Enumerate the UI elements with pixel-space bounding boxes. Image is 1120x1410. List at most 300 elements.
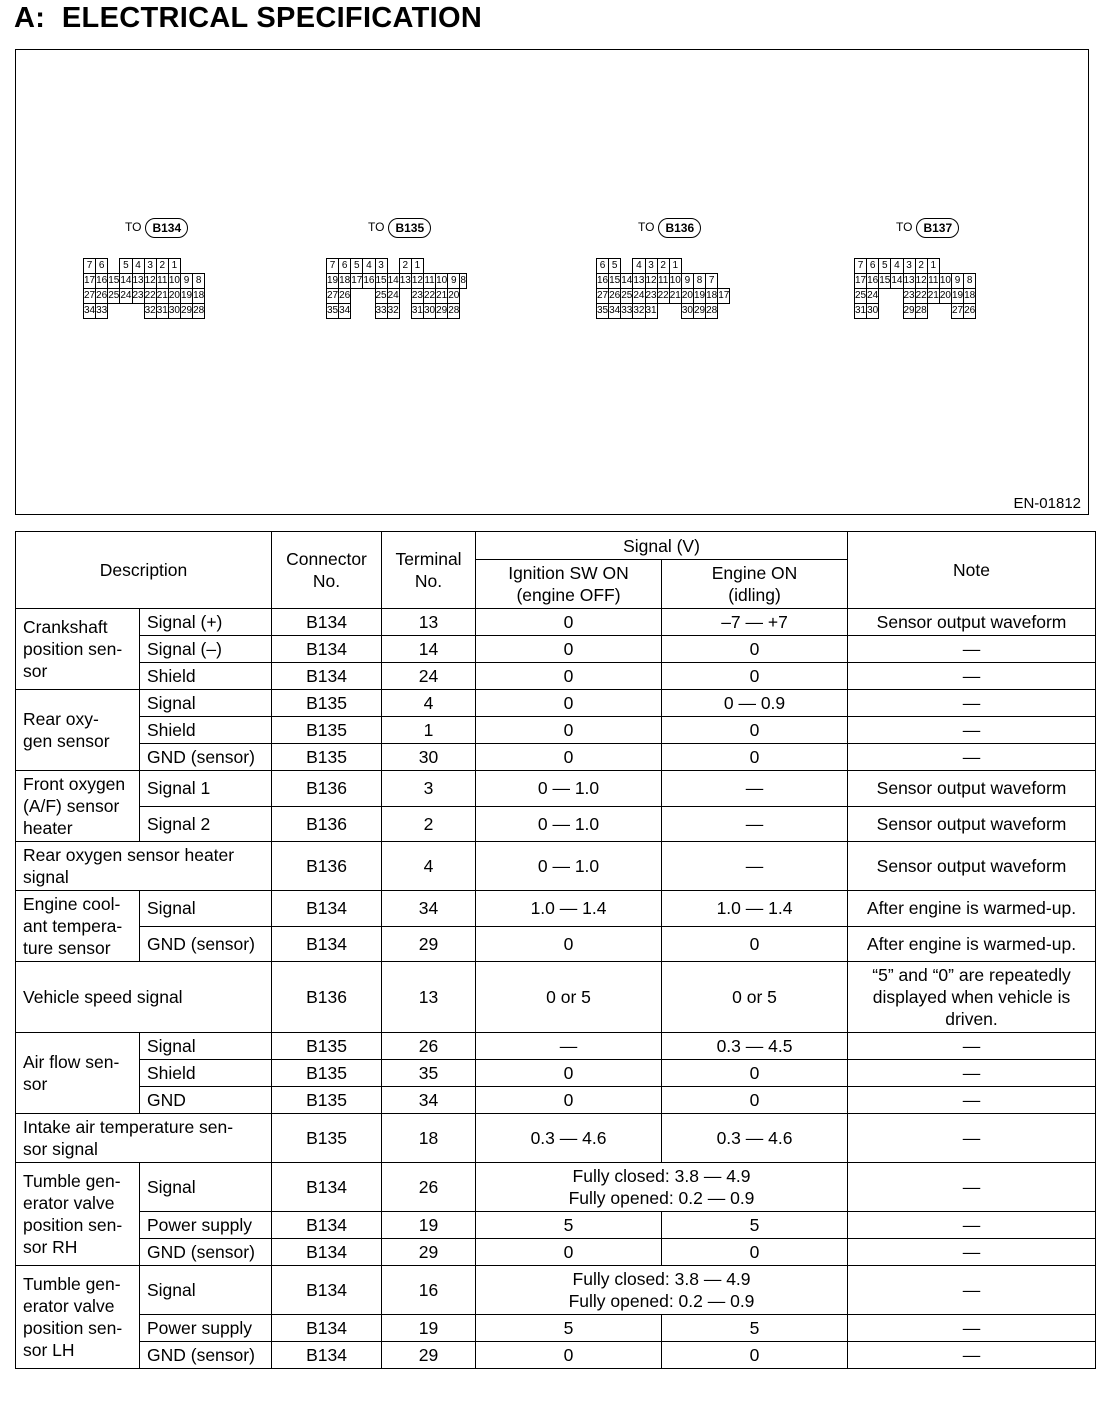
to-prefix: TO <box>368 220 385 235</box>
connector-no: B134 <box>272 663 382 690</box>
pin-cell: 10 <box>939 274 951 289</box>
pin-cell: 34 <box>339 304 351 319</box>
pin-cell: 19 <box>181 289 193 304</box>
pin-cell: 7 <box>84 259 96 274</box>
terminal-no: 3 <box>382 771 476 807</box>
pin-cell: 9 <box>448 274 460 289</box>
pin-cell: 14 <box>621 274 633 289</box>
connector-no: B134 <box>272 1266 382 1315</box>
signal-type: Signal <box>140 1266 272 1315</box>
connector-label <box>125 218 188 238</box>
pin-cell: 17 <box>718 289 730 304</box>
connector-no: B134 <box>272 1163 382 1212</box>
pin-cell: 30 <box>867 304 879 319</box>
pin-cell: 20 <box>939 289 951 304</box>
terminal-no: 26 <box>382 1033 476 1060</box>
terminal-no: 30 <box>382 744 476 771</box>
signal-ignition-on: 0 — 1.0 <box>476 842 662 891</box>
pin-cell: 35 <box>597 304 609 319</box>
signal-engine-on: 0 <box>662 1239 848 1266</box>
pin-gap <box>363 289 375 304</box>
pin-cell: 29 <box>181 304 193 319</box>
signal-engine-on: — <box>662 771 848 807</box>
pin-cell: 32 <box>633 304 645 319</box>
connector-no: B136 <box>272 842 382 891</box>
signal-engine-on: 0 <box>662 663 848 690</box>
connector-label <box>638 218 701 238</box>
table-row <box>16 1212 1096 1239</box>
signal-engine-on: 0 <box>662 1342 848 1369</box>
pin-cell: 21 <box>436 289 448 304</box>
pin-cell: 21 <box>927 289 939 304</box>
pin-cell: 10 <box>168 274 180 289</box>
connector-no: B134 <box>272 609 382 636</box>
note: Sensor output waveform <box>848 806 1096 842</box>
signal-engine-on: 0 <box>662 744 848 771</box>
pin-cell: 13 <box>633 274 645 289</box>
pin-cell: 15 <box>879 274 891 289</box>
pin-gap <box>669 304 681 319</box>
pin-cell: 29 <box>694 304 706 319</box>
pin-cell: 24 <box>387 289 399 304</box>
pin-cell: 27 <box>952 304 964 319</box>
pin-gap <box>891 304 903 319</box>
connector-pin-grid <box>83 258 205 319</box>
connector-no: B134 <box>272 1239 382 1266</box>
connector-pin-grid <box>596 258 730 319</box>
connector-no: B134 <box>272 1342 382 1369</box>
pin-cell: 4 <box>891 259 903 274</box>
table-row <box>16 1342 1096 1369</box>
signal-ignition-on: 0 <box>476 1060 662 1087</box>
pin-cell: 12 <box>645 274 657 289</box>
header-terminal: Terminal No. <box>382 532 476 609</box>
signal-ignition-on: 0 <box>476 744 662 771</box>
terminal-no: 1 <box>382 717 476 744</box>
pin-cell: 15 <box>609 274 621 289</box>
signal-type: Power supply <box>140 1212 272 1239</box>
terminal-no: 29 <box>382 926 476 962</box>
pin-cell: 28 <box>193 304 205 319</box>
pin-cell: 24 <box>633 289 645 304</box>
pin-cell: 24 <box>867 289 879 304</box>
pin-cell: 4 <box>132 259 144 274</box>
signal-ignition-on: 0 <box>476 1342 662 1369</box>
note: “5” and “0” are repeatedly displayed when vehicle is driven. <box>848 962 1096 1033</box>
table-row <box>16 1315 1096 1342</box>
pin-gap <box>132 304 144 319</box>
signal-engine-on: 0 — 0.9 <box>662 690 848 717</box>
pin-cell: 15 <box>375 274 387 289</box>
signal-engine-on: 5 <box>662 1212 848 1239</box>
pin-cell: 35 <box>327 304 339 319</box>
pin-cell: 17 <box>855 274 867 289</box>
connector-no: B135 <box>272 690 382 717</box>
table-row <box>16 842 1096 891</box>
connector-label <box>368 218 431 238</box>
signal-engine-on: — <box>662 806 848 842</box>
terminal-no: 35 <box>382 1060 476 1087</box>
header-engine: Engine ON (idling) <box>662 560 848 609</box>
note: — <box>848 1315 1096 1342</box>
pin-cell: 16 <box>597 274 609 289</box>
pin-cell: 4 <box>633 259 645 274</box>
terminal-no: 26 <box>382 1163 476 1212</box>
pin-cell: 14 <box>387 274 399 289</box>
pin-cell: 18 <box>964 289 976 304</box>
connector-no: B135 <box>272 1060 382 1087</box>
terminal-no: 24 <box>382 663 476 690</box>
signal-type: GND (sensor) <box>140 1239 272 1266</box>
pin-cell: 25 <box>375 289 387 304</box>
header-connector: Connector No. <box>272 532 382 609</box>
pin-cell: 32 <box>144 304 156 319</box>
pin-cell: 4 <box>363 259 375 274</box>
terminal-no: 2 <box>382 806 476 842</box>
pin-cell: 30 <box>681 304 693 319</box>
signal-ignition-on: 0 <box>476 636 662 663</box>
connector-no: B134 <box>272 636 382 663</box>
pin-cell: 2 <box>657 259 669 274</box>
connector-pin-grid <box>326 258 467 319</box>
pin-cell: 26 <box>609 289 621 304</box>
pin-cell: 31 <box>411 304 423 319</box>
pin-cell: 27 <box>597 289 609 304</box>
pin-cell: 31 <box>156 304 168 319</box>
pin-cell: 33 <box>96 304 108 319</box>
connector-figure <box>15 49 1089 515</box>
terminal-no: 4 <box>382 690 476 717</box>
signal-engine-on: 0.3 — 4.6 <box>662 1114 848 1163</box>
signal-type: Power supply <box>140 1315 272 1342</box>
pin-cell: 26 <box>339 289 351 304</box>
signal-ignition-on: 0 <box>476 663 662 690</box>
pin-cell: 16 <box>96 274 108 289</box>
signal-engine-on: 0 <box>662 1060 848 1087</box>
connector-no: B134 <box>272 891 382 927</box>
pin-cell: 10 <box>436 274 448 289</box>
note: — <box>848 1239 1096 1266</box>
pin-cell: 6 <box>597 259 609 274</box>
table-row <box>16 1239 1096 1266</box>
signal-ignition-on: 0 or 5 <box>476 962 662 1033</box>
pin-cell: 33 <box>621 304 633 319</box>
component-name: Tumble gen- erator valve position sen- sor LH <box>16 1266 140 1369</box>
signal-ignition-on: 0 <box>476 609 662 636</box>
pin-cell: 31 <box>645 304 657 319</box>
pin-cell: 11 <box>424 274 436 289</box>
pin-cell: 20 <box>168 289 180 304</box>
pin-cell: 17 <box>351 274 363 289</box>
signal-ignition-on: 0 — 1.0 <box>476 771 662 807</box>
pin-cell: 32 <box>387 304 399 319</box>
pin-cell: 30 <box>424 304 436 319</box>
pin-gap <box>108 304 120 319</box>
connector-no: B136 <box>272 962 382 1033</box>
table-row <box>16 717 1096 744</box>
pin-cell: 18 <box>339 274 351 289</box>
pin-cell: 8 <box>694 274 706 289</box>
pin-cell: 10 <box>669 274 681 289</box>
header-signal: Signal (V) <box>476 532 848 560</box>
component-name: Crankshaft position sen- sor <box>16 609 140 690</box>
signal-type: GND (sensor) <box>140 744 272 771</box>
connector-label <box>896 218 959 238</box>
signal-engine-on: 0 <box>662 926 848 962</box>
signal-type: Shield <box>140 717 272 744</box>
component-name: Engine cool- ant tempera- ture sensor <box>16 891 140 962</box>
connector-no: B134 <box>272 926 382 962</box>
table-row <box>16 926 1096 962</box>
connector-id-oval: B135 <box>388 218 431 238</box>
table-row <box>16 962 1096 1033</box>
table-row <box>16 1266 1096 1315</box>
pin-cell: 27 <box>327 289 339 304</box>
pin-cell: 7 <box>855 259 867 274</box>
pin-gap <box>108 259 120 274</box>
terminal-no: 34 <box>382 1087 476 1114</box>
pin-cell: 11 <box>657 274 669 289</box>
pin-cell: 19 <box>694 289 706 304</box>
signal-type: Signal 2 <box>140 806 272 842</box>
pin-cell: 3 <box>375 259 387 274</box>
pin-cell: 16 <box>867 274 879 289</box>
signal-engine-on: 0 <box>662 717 848 744</box>
table-row <box>16 663 1096 690</box>
pin-cell: 31 <box>855 304 867 319</box>
signal-type: GND (sensor) <box>140 926 272 962</box>
pin-cell: 8 <box>193 274 205 289</box>
signal-value-merged: Fully closed: 3.8 — 4.9 Fully opened: 0.2 — 0.9 <box>476 1163 848 1212</box>
pin-cell: 2 <box>915 259 927 274</box>
connector-pin-grid <box>854 258 976 319</box>
terminal-no: 14 <box>382 636 476 663</box>
pin-gap <box>891 289 903 304</box>
signal-engine-on: — <box>662 842 848 891</box>
pin-cell: 5 <box>609 259 621 274</box>
pin-cell: 23 <box>903 289 915 304</box>
note: — <box>848 1114 1096 1163</box>
terminal-no: 16 <box>382 1266 476 1315</box>
pin-cell: 18 <box>706 289 718 304</box>
pin-cell: 21 <box>669 289 681 304</box>
terminal-no: 19 <box>382 1212 476 1239</box>
pin-gap <box>927 304 939 319</box>
note: After engine is warmed-up. <box>848 891 1096 927</box>
connector-no: B135 <box>272 1114 382 1163</box>
terminal-no: 18 <box>382 1114 476 1163</box>
pin-cell: 14 <box>120 274 132 289</box>
component-name: Intake air temperature sen- sor signal <box>16 1114 272 1163</box>
note: — <box>848 690 1096 717</box>
pin-cell: 23 <box>645 289 657 304</box>
pin-cell: 22 <box>915 289 927 304</box>
signal-ignition-on: 0 <box>476 926 662 962</box>
signal-ignition-on: 5 <box>476 1212 662 1239</box>
connector-no: B135 <box>272 744 382 771</box>
pin-cell: 12 <box>915 274 927 289</box>
note: — <box>848 744 1096 771</box>
pin-cell: 34 <box>609 304 621 319</box>
table-row <box>16 636 1096 663</box>
pin-cell: 18 <box>193 289 205 304</box>
terminal-no: 4 <box>382 842 476 891</box>
pin-gap <box>657 304 669 319</box>
terminal-no: 13 <box>382 962 476 1033</box>
connector-no: B136 <box>272 771 382 807</box>
pin-cell: 1 <box>168 259 180 274</box>
pin-cell: 2 <box>399 259 411 274</box>
signal-ignition-on: 0 <box>476 1087 662 1114</box>
pin-cell: 28 <box>706 304 718 319</box>
table-row <box>16 891 1096 927</box>
component-name: Front oxygen (A/F) sensor heater <box>16 771 140 842</box>
terminal-no: 34 <box>382 891 476 927</box>
connector-id-oval: B136 <box>658 218 701 238</box>
to-prefix: TO <box>125 220 142 235</box>
component-name: Rear oxygen sensor heater signal <box>16 842 272 891</box>
table-row <box>16 690 1096 717</box>
pin-cell: 19 <box>327 274 339 289</box>
pin-cell: 25 <box>855 289 867 304</box>
signal-type: Signal <box>140 690 272 717</box>
pin-gap <box>120 304 132 319</box>
note: Sensor output waveform <box>848 842 1096 891</box>
table-row <box>16 1087 1096 1114</box>
pin-cell: 19 <box>952 289 964 304</box>
signal-ignition-on: 0 <box>476 1239 662 1266</box>
connector-no: B135 <box>272 1033 382 1060</box>
signal-engine-on: 0 or 5 <box>662 962 848 1033</box>
note: — <box>848 1266 1096 1315</box>
pin-cell: 22 <box>144 289 156 304</box>
signal-type: GND (sensor) <box>140 1342 272 1369</box>
signal-ignition-on: 0.3 — 4.6 <box>476 1114 662 1163</box>
signal-engine-on: –7 — +7 <box>662 609 848 636</box>
pin-cell: 1 <box>411 259 423 274</box>
signal-ignition-on: 0 <box>476 717 662 744</box>
pin-cell: 6 <box>867 259 879 274</box>
connector-no: B134 <box>272 1212 382 1239</box>
to-prefix: TO <box>896 220 913 235</box>
note: Sensor output waveform <box>848 771 1096 807</box>
table-row <box>16 1060 1096 1087</box>
signal-type: GND <box>140 1087 272 1114</box>
note: Sensor output waveform <box>848 609 1096 636</box>
signal-ignition-on: 5 <box>476 1315 662 1342</box>
pin-cell: 15 <box>108 274 120 289</box>
note: — <box>848 1163 1096 1212</box>
signal-type: Shield <box>140 1060 272 1087</box>
pin-cell: 28 <box>915 304 927 319</box>
table-row <box>16 609 1096 636</box>
table-row <box>16 806 1096 842</box>
pin-cell: 30 <box>168 304 180 319</box>
signal-type: Signal (+) <box>140 609 272 636</box>
signal-type: Signal <box>140 891 272 927</box>
pin-cell: 1 <box>669 259 681 274</box>
pin-cell: 22 <box>424 289 436 304</box>
note: After engine is warmed-up. <box>848 926 1096 962</box>
signal-engine-on: 0 <box>662 636 848 663</box>
table-row <box>16 771 1096 807</box>
pin-cell: 5 <box>351 259 363 274</box>
table-row <box>16 744 1096 771</box>
to-prefix: TO <box>638 220 655 235</box>
section-heading: A: ELECTRICAL SPECIFICATION <box>14 2 483 34</box>
connector-no: B136 <box>272 806 382 842</box>
note: — <box>848 717 1096 744</box>
header-description: Description <box>16 532 272 609</box>
pin-cell: 23 <box>132 289 144 304</box>
signal-type: Signal (–) <box>140 636 272 663</box>
pin-cell: 23 <box>411 289 423 304</box>
pin-cell: 20 <box>448 289 460 304</box>
note: — <box>848 1342 1096 1369</box>
pin-cell: 7 <box>327 259 339 274</box>
pin-cell: 14 <box>891 274 903 289</box>
pin-gap <box>621 259 633 274</box>
pin-cell: 24 <box>120 289 132 304</box>
signal-ignition-on: — <box>476 1033 662 1060</box>
table-row <box>16 1033 1096 1060</box>
pin-cell: 13 <box>399 274 411 289</box>
header-note: Note <box>848 532 1096 609</box>
pin-cell: 9 <box>952 274 964 289</box>
pin-cell: 7 <box>706 274 718 289</box>
signal-engine-on: 0.3 — 4.5 <box>662 1033 848 1060</box>
pin-cell: 2 <box>156 259 168 274</box>
connector-id-oval: B134 <box>145 218 188 238</box>
pin-cell: 8 <box>964 274 976 289</box>
note: — <box>848 1212 1096 1239</box>
pin-cell: 6 <box>96 259 108 274</box>
connector-no: B134 <box>272 1315 382 1342</box>
pin-gap <box>399 304 411 319</box>
terminal-no: 13 <box>382 609 476 636</box>
connector-no: B135 <box>272 1087 382 1114</box>
signal-ignition-on: 0 <box>476 690 662 717</box>
pin-cell: 3 <box>144 259 156 274</box>
signal-engine-on: 0 <box>662 1087 848 1114</box>
signal-type: Signal <box>140 1033 272 1060</box>
component-name: Vehicle speed signal <box>16 962 272 1033</box>
pin-cell: 33 <box>375 304 387 319</box>
pin-cell: 26 <box>964 304 976 319</box>
pin-cell: 34 <box>84 304 96 319</box>
pin-cell: 5 <box>879 259 891 274</box>
pin-cell: 6 <box>339 259 351 274</box>
pin-cell: 21 <box>156 289 168 304</box>
pin-gap <box>363 304 375 319</box>
pin-cell: 25 <box>621 289 633 304</box>
pin-cell: 8 <box>460 274 467 289</box>
pin-cell: 27 <box>84 289 96 304</box>
connector-no: B135 <box>272 717 382 744</box>
pin-cell: 29 <box>903 304 915 319</box>
pin-cell: 20 <box>681 289 693 304</box>
pin-cell: 13 <box>132 274 144 289</box>
pin-gap <box>351 304 363 319</box>
pin-gap <box>939 304 951 319</box>
signal-value-merged: Fully closed: 3.8 — 4.9 Fully opened: 0.2 — 0.9 <box>476 1266 848 1315</box>
connector-id-oval: B137 <box>916 218 959 238</box>
component-name: Tumble gen- erator valve position sen- sor RH <box>16 1163 140 1266</box>
note: — <box>848 663 1096 690</box>
pin-cell: 25 <box>108 289 120 304</box>
table-row <box>16 1114 1096 1163</box>
pin-cell: 1 <box>927 259 939 274</box>
